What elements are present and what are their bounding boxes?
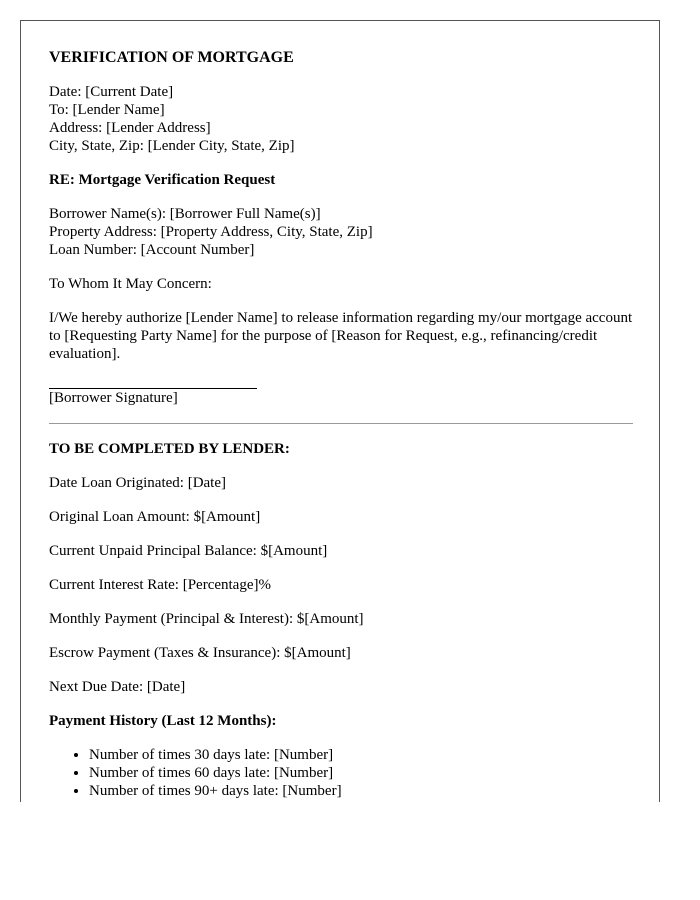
lender-section-heading: TO BE COMPLETED BY LENDER: (49, 441, 290, 457)
field-date-loan-originated: Date Loan Originated: [Date] (49, 475, 227, 491)
salutation: To Whom It May Concern: (49, 276, 212, 292)
field-unpaid-principal-balance: Current Unpaid Principal Balance: $[Amount] (49, 543, 328, 559)
payment-history-heading: Payment History (Last 12 Months): (49, 713, 277, 729)
document-content (49, 49, 633, 800)
borrower-block (49, 205, 633, 259)
borrower-names: Borrower Name(s): [Borrower Full Name(s)] (49, 206, 321, 222)
list-item: • Number of times 90+ days late: [Number] (89, 782, 633, 800)
property-address: Property Address: [Property Address, City, State, Zip] (49, 224, 373, 240)
authorization-paragraph: I/We hereby authorize [Lender Name] to release information regarding my/our mortgage account to [Requesting Party Name] for the purpose of [Reason for Request, e.g., refinancing/credit evaluation]. (49, 310, 633, 362)
payment-history-list (49, 746, 633, 800)
field-next-due-date: Next Due Date: [Date] (49, 679, 186, 695)
loan-number: Loan Number: [Account Number] (49, 242, 255, 258)
field-current-interest-rate: Current Interest Rate: [Percentage]% (49, 577, 271, 593)
list-item: • Number of times 60 days late: [Number] (89, 764, 633, 782)
document-title: VERIFICATION OF MORTGAGE (49, 49, 294, 66)
header-to: To: [Lender Name] (49, 102, 165, 118)
header-date: Date: [Current Date] (49, 84, 174, 100)
list-item: • Number of times 30 days late: [Number] (89, 746, 633, 764)
field-monthly-payment: Monthly Payment (Principal & Interest): $[Amount] (49, 611, 364, 627)
field-original-loan-amount: Original Loan Amount: $[Amount] (49, 509, 261, 525)
section-divider (49, 423, 633, 424)
document-page (20, 20, 660, 802)
field-escrow-payment: Escrow Payment (Taxes & Insurance): $[Amount] (49, 645, 351, 661)
header-address: Address: [Lender Address] (49, 120, 211, 136)
re-line: RE: Mortgage Verification Request (49, 172, 276, 188)
signature-label: [Borrower Signature] (49, 390, 178, 406)
header-block (49, 83, 633, 155)
header-city-state-zip: City, State, Zip: [Lender City, State, Zip] (49, 138, 295, 154)
